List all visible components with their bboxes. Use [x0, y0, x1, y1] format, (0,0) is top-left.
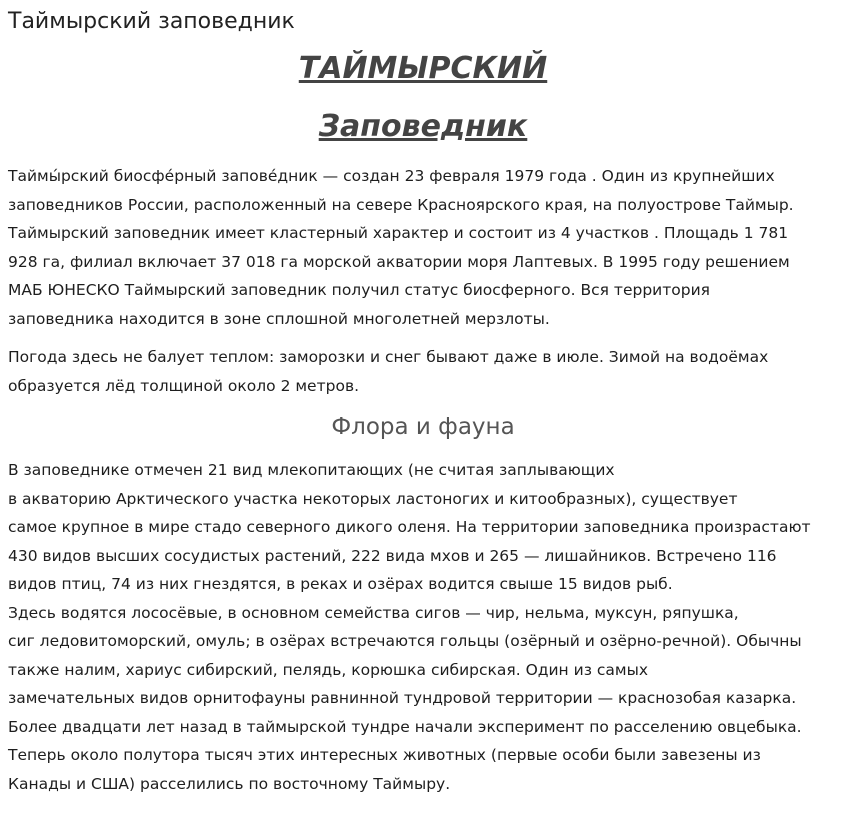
paragraph-line: самое крупное в мире стадо северного дикого оленя. На территории заповедника произрастают	[8, 518, 811, 536]
weather-paragraph	[8, 343, 847, 400]
paragraph-line: Таймырский заповедник имеет кластерный характер и состоит из 4 участков . Площадь 1 781	[8, 224, 789, 242]
paragraph-line: Канады и США) расселились по восточному Таймыру.	[8, 774, 451, 793]
paragraph-line: Здесь водятся лососёвые, в основном семейства сигов — чир, нельма, муксун, ряпушка,	[8, 603, 739, 622]
paragraph-line: Более двадцати лет назад в таймырской тундре начали эксперимент по расселению овцебыка.	[8, 717, 802, 736]
paragraph-line: Таймы́рский биосфе́рный запове́дник — создан 23 февраля 1979 года . Один из крупнейших	[8, 167, 775, 185]
paragraph-line: заповедника находится в зоне сплошной многолетней мерзлоты.	[8, 309, 550, 328]
paragraph-line: образуется лёд толщиной около 2 метров.	[8, 376, 360, 395]
paragraph-line: 928 га, филиал включает 37 018 га морской акватории моря Лаптевых. В 1995 году решением	[8, 252, 790, 271]
intro-paragraph	[8, 162, 847, 333]
main-heading-line-2: Заповедник	[318, 109, 528, 144]
main-heading-line-1: ТАЙМЫРСКИЙ	[298, 51, 548, 86]
paragraph-line: МАБ ЮНЕСКО Таймырский заповедник получил статус биосферного. Вся территория	[8, 281, 710, 299]
paragraph-line: 430 видов высших сосудистых растений, 222 вида мхов и 265 — лишайников. Встречено 116	[8, 546, 777, 565]
paragraph-line: сиг ледовитоморский, омуль; в озёрах встречаются гольцы (озёрный и озёрно-речной). Обычны	[8, 632, 802, 650]
paragraph-line: также налим, хариус сибирский, пелядь, корюшка сибирская. Один из самых	[8, 660, 648, 679]
paragraph-line: Погода здесь не балует теплом: заморозки и снег бывают даже в июле. Зимой на водоёмах	[8, 348, 769, 366]
flora-fauna-paragraph	[8, 456, 847, 798]
paragraph-line: в акваторию Арктического участка некоторых ластоногих и китообразных), существует	[8, 489, 738, 508]
paragraph-line: Теперь около полутора тысяч этих интересных животных (первые особи были завезены из	[8, 746, 761, 764]
paragraph-line: замечательных видов орнитофауны равнинной тундровой территории — краснозобая казарка.	[8, 689, 797, 707]
paragraph-line: видов птиц, 74 из них гнездятся, в реках и озёрах водится свыше 15 видов рыб.	[8, 575, 673, 593]
page-title: Таймырский заповедник	[8, 9, 295, 34]
paragraph-line: В заповеднике отмечен 21 вид млекопитающих (не считая заплывающих	[8, 461, 615, 479]
flora-fauna-heading: Флора и фауна	[331, 414, 515, 440]
paragraph-line: заповедников России, расположенный на севере Красноярского края, на полуострове Таймыр.	[8, 195, 794, 214]
